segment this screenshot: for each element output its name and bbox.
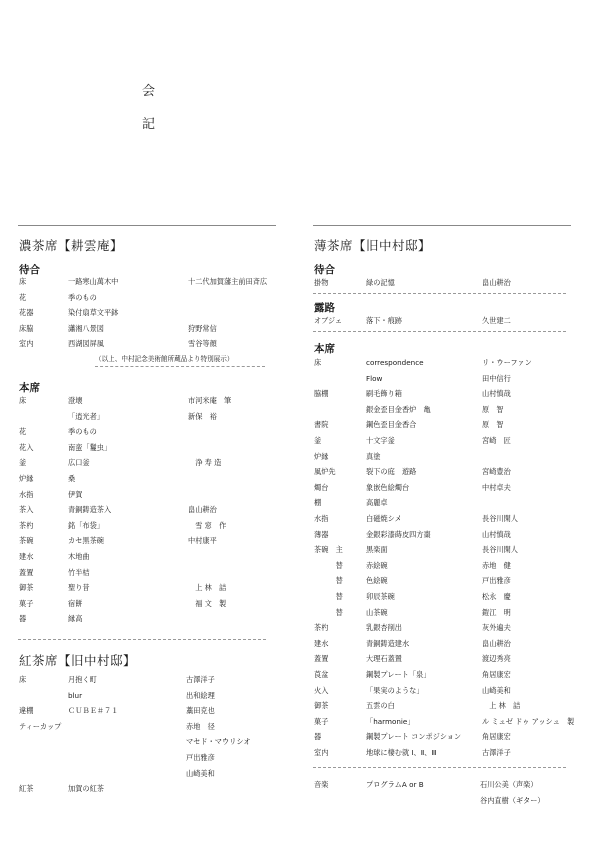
usucha-honseki-row-category: 菓子	[314, 716, 329, 726]
usucha-honseki-row-category: 蓋置	[314, 654, 329, 664]
usucha-honseki-row-maker: 渡辺秀亮	[482, 654, 511, 664]
usucha-honseki-row-category: 床	[314, 358, 322, 367]
usucha-honseki-row-maker: 長谷川閑人	[482, 514, 518, 523]
koicha-honseki-row-category: 茶入	[19, 505, 34, 515]
usucha-honseki-row-maker: リ・ウーファン	[482, 358, 532, 367]
usucha-honseki-row-maker: 古澤洋子	[482, 748, 511, 757]
right-top-rule	[313, 225, 571, 226]
usucha-honseki-row-maker: ル ミュゼ ドゥ アッシュ 製	[482, 716, 575, 726]
music-performer-vocal: 石川公美（声楽）	[480, 780, 538, 789]
usucha-honseki-row-maker: 上 林 詰	[482, 701, 521, 711]
koicha-machiai-row-maker: 十二代加賀藩主前田斉広	[188, 277, 268, 286]
koicha-machiai-row-item: 一路寒山萬木中	[68, 277, 119, 286]
koucha-list-row-category: ティーカップ	[19, 721, 62, 731]
usucha-honseki-row-item: 十文字釜	[366, 436, 395, 445]
koicha-honseki-row-category: 釜	[19, 458, 27, 468]
usucha-honseki-row-item: 赤絵碗	[366, 560, 388, 570]
usucha-honseki-row-maker: 角居康宏	[482, 670, 511, 679]
koicha-honseki-row-item: 伊賀	[68, 489, 83, 499]
usucha-honseki-row-maker: 山村慎哉	[482, 529, 511, 539]
usucha-honseki-row-item: 山茶碗	[366, 607, 388, 617]
usucha-machiai-row-item: 緑の記憶	[366, 278, 395, 287]
koicha-honseki-row-maker: 上 林 詰	[188, 583, 227, 593]
usucha-honseki-row-maker: 松永 慶	[482, 592, 511, 601]
usucha-machiai-divider	[313, 293, 566, 294]
usucha-honseki-row-item: 鋼製プレート コンポジション	[366, 732, 462, 742]
koicha-honseki-row-item: 季のもの	[68, 427, 97, 437]
usucha-honseki-row-category: 茶杓	[314, 623, 329, 633]
heading-char-kai: 会	[142, 84, 156, 99]
usucha-honseki-row-category: 替	[314, 560, 343, 570]
koicha-honseki-row-maker: 浄 寿 造	[188, 458, 222, 468]
koicha-honseki-row-maker: 福 文 製	[188, 598, 227, 608]
koicha-machiai-row-maker: 狩野常信	[188, 323, 217, 333]
koicha-honseki-row-maker: 畠山耕治	[188, 505, 217, 515]
usucha-honseki-row-item: 五雲の白	[366, 701, 395, 711]
usucha-honseki-row-maker: 宮崎豊治	[482, 467, 511, 477]
heading-char-ki: 記	[142, 117, 156, 132]
koicha-honseki-row-category: 水指	[19, 489, 34, 499]
usucha-honseki-row-category: 替	[314, 592, 343, 601]
usucha-honseki-row-category: 器	[314, 732, 322, 742]
usucha-honseki-row-item: 「果実のような」	[366, 685, 424, 695]
koucha-list-row-item: 加賀の紅茶	[68, 784, 104, 794]
usucha-honseki-row-maker: 赤地 健	[482, 560, 511, 570]
usucha-honseki-row-category: 燭台	[314, 482, 329, 492]
usucha-honseki-row-category: 室内	[314, 748, 329, 757]
usucha-honseki-row-item: 高麗卓	[366, 498, 388, 508]
usucha-honseki-row-category: 棚	[314, 498, 322, 508]
usucha-roji-divider	[313, 331, 566, 332]
usucha-machiai-row-maker: 畠山耕治	[482, 278, 511, 287]
koucha-list-row-maker: 古澤洋子	[186, 675, 215, 684]
usucha-roji-row-item: 落下・痕跡	[366, 316, 402, 325]
usucha-honseki-row-maker: 鎧江 明	[482, 607, 511, 617]
usucha-honseki-row-category: 替	[314, 576, 343, 586]
usucha-honseki-row-maker: 中村卓夫	[482, 482, 511, 492]
koicha-honseki-row-maker: 新保 裕	[188, 411, 217, 421]
koicha-machiai-row-category: 床脇	[19, 323, 34, 333]
koicha-honseki-row-item: 縁高	[68, 614, 83, 624]
koicha-honseki-row-item: 澄壊	[68, 396, 83, 405]
koicha-honseki-row-item: 銘「布袋」	[68, 520, 104, 530]
usucha-honseki-divider	[313, 767, 566, 768]
usucha-roji-label: 露路	[314, 302, 335, 314]
koicha-honseki-row-category: 建水	[19, 552, 34, 561]
koucha-list-row-item: blur	[68, 690, 83, 700]
koicha-honseki-row-category: 茶杓	[19, 520, 34, 530]
koicha-honseki-row-category: 床	[19, 396, 27, 405]
koicha-honseki-row-category: 器	[19, 614, 27, 624]
usucha-honseki-row-category: 風炉先	[314, 467, 336, 477]
usucha-honseki-row-item: 色絵碗	[366, 576, 388, 586]
koicha-machiai-row-item: 瀟湘八景図	[68, 323, 104, 333]
usucha-honseki-row-item: 金銀彩漆蒔皮四方棗	[366, 529, 431, 539]
usucha-honseki-row-category: 建水	[314, 638, 329, 648]
usucha-roji-row-category: オブジェ	[314, 316, 343, 325]
left-top-rule	[18, 225, 276, 226]
usucha-honseki-row-maker: 原 智	[482, 404, 504, 414]
koicha-machiai-note: （以上、中村記念美術館所蔵品より特別展示）	[95, 355, 234, 363]
usucha-honseki-row-maker: 畠山耕治	[482, 638, 511, 648]
usucha-honseki-row-maker: 原 智	[482, 420, 504, 430]
koucha-section-title: 紅茶席【旧中村邸】	[19, 653, 137, 668]
koucha-list-row-category: 違棚	[19, 706, 34, 716]
koicha-honseki-row-maker: 市河米庵 筆	[188, 396, 232, 405]
koucha-list-row-item: 月抱く町	[68, 675, 97, 684]
koicha-honseki-row-maker: 中村康平	[188, 536, 217, 546]
usucha-honseki-row-item: 白磁焼シメ	[366, 514, 402, 523]
koicha-honseki-label: 本席	[19, 382, 40, 394]
usucha-honseki-row-item: 真塗	[366, 451, 381, 461]
koicha-honseki-row-category: 茶碗	[19, 536, 34, 546]
koicha-honseki-row-item: 竹半桔	[68, 567, 90, 577]
koicha-honseki-row-item: 桑	[68, 474, 76, 483]
koicha-honseki-row-maker: 雪 窓 作	[188, 520, 227, 530]
usucha-honseki-row-item: 黒楽面	[366, 545, 388, 555]
usucha-honseki-row-item: 裂下の庭 遊路	[366, 467, 417, 477]
usucha-honseki-row-maker: 山崎美和	[482, 685, 511, 695]
koucha-list-row-maker: 山崎美和	[186, 768, 215, 778]
usucha-honseki-row-maker: 山村慎哉	[482, 389, 511, 399]
music-category: 音楽	[314, 780, 329, 789]
usucha-honseki-row-item: correspondence	[366, 358, 424, 367]
koicha-honseki-row-category: 炉縁	[19, 474, 34, 483]
koicha-honseki-row-item: 木地曲	[68, 552, 90, 561]
koicha-machiai-row-item: 季のもの	[68, 292, 97, 302]
usucha-honseki-row-category: 莨盆	[314, 670, 329, 679]
koucha-list-row-maker: 戸出雅彦	[186, 753, 215, 762]
usucha-honseki-row-item: 地球に棲む就 Ⅰ、Ⅱ、Ⅲ	[366, 748, 437, 757]
koucha-list-row-item: ＣＵＢＥ＃７１	[68, 706, 119, 716]
koicha-machiai-divider	[95, 366, 265, 367]
usucha-honseki-row-category: 御茶	[314, 701, 329, 711]
koicha-machiai-row-item: 染付扇草文平鉢	[68, 308, 119, 318]
koucha-list-row-maker: 赤地 径	[186, 721, 215, 731]
koicha-honseki-row-item: カセ黒茶碗	[68, 536, 104, 546]
koucha-list-row-category: 床	[19, 675, 27, 684]
koicha-machiai-row-item: 西湖図屏風	[68, 339, 104, 349]
koicha-honseki-row-item: 聖り昔	[68, 583, 90, 593]
music-program: プログラムA or B	[366, 780, 424, 789]
usucha-honseki-row-category: 薄器	[314, 529, 329, 539]
usucha-section-title: 薄茶席【旧中村邸】	[314, 238, 432, 253]
koicha-honseki-row-item: 南蛮「鬘虫」	[68, 442, 112, 452]
koicha-honseki-row-category: 花入	[19, 442, 34, 452]
usucha-honseki-row-maker: 戸出雅彦	[482, 576, 511, 586]
usucha-honseki-label: 本席	[314, 343, 335, 355]
koicha-honseki-row-category: 花	[19, 427, 27, 437]
music-performer-guitar: 谷内直樹（ギター）	[480, 796, 545, 805]
usucha-honseki-row-maker: 長谷川閑人	[482, 545, 518, 555]
usucha-honseki-row-category: 釜	[314, 436, 322, 445]
usucha-honseki-row-category: 水指	[314, 514, 329, 523]
usucha-honseki-row-category: 火入	[314, 685, 329, 695]
usucha-honseki-row-category: 炉縁	[314, 451, 329, 461]
koicha-machiai-row-category: 花	[19, 292, 27, 302]
usucha-honseki-row-category: 茶碗 主	[314, 545, 343, 555]
koicha-honseki-row-item: 青銅鋳造茶入	[68, 505, 112, 515]
usucha-honseki-row-maker: 灰外遍夫	[482, 623, 511, 633]
usucha-machiai-row-category: 掛物	[314, 278, 329, 287]
usucha-machiai-label: 待合	[314, 264, 335, 276]
usucha-honseki-row-item: 青銅鋳造建水	[366, 638, 410, 648]
koucha-list-row-category: 紅茶	[19, 784, 34, 794]
koicha-machiai-row-category: 花器	[19, 308, 34, 318]
koicha-section-title: 濃茶席【耕雲庵】	[19, 238, 124, 253]
usucha-honseki-row-category: 替	[314, 607, 343, 617]
usucha-honseki-row-item: Flow	[366, 373, 383, 383]
usucha-honseki-row-item: 鋼色歪目金香合	[366, 420, 417, 430]
usucha-honseki-row-item: 鋼製プレート「泉」	[366, 670, 431, 679]
usucha-honseki-row-item: 刷毛飾り箱	[366, 389, 402, 399]
koicha-machiai-label: 待合	[19, 264, 40, 276]
usucha-honseki-row-item: 卯辰茶碗	[366, 592, 395, 601]
usucha-roji-row-maker: 久世建二	[482, 316, 511, 325]
koicha-honseki-row-category: 蓋置	[19, 567, 34, 577]
koucha-list-row-maker: 出和絵理	[186, 690, 215, 700]
koicha-machiai-row-category: 室内	[19, 339, 34, 349]
koucha-list-row-maker: マセド・マウリシオ	[186, 737, 251, 747]
usucha-honseki-row-category: 書院	[314, 420, 329, 430]
koicha-honseki-row-item: 宿餅	[68, 598, 83, 608]
usucha-honseki-row-maker: 宮崎 匠	[482, 436, 511, 445]
usucha-honseki-row-category: 脇棚	[314, 389, 329, 399]
usucha-honseki-row-maker: 田中信行	[482, 373, 511, 383]
koicha-machiai-row-category: 床	[19, 277, 27, 286]
koucha-list-row-maker: 藁田克也	[186, 706, 215, 716]
koicha-honseki-row-category: 菓子	[19, 598, 34, 608]
usucha-honseki-row-item: 象嵌色絵燭台	[366, 482, 410, 492]
usucha-honseki-row-item: 大理石蓋置	[366, 654, 402, 664]
usucha-honseki-row-item: 「harmonie」	[366, 716, 415, 726]
koicha-end-divider	[18, 639, 266, 640]
usucha-honseki-row-maker: 角居康宏	[482, 732, 511, 742]
koicha-honseki-row-item: 「逍光者」	[68, 411, 104, 421]
koicha-honseki-row-item: 広口釜	[68, 458, 90, 468]
usucha-honseki-row-item: 銀金歪目金香炉 亀	[366, 404, 431, 414]
usucha-honseki-row-item: 乳銀杏削出	[366, 623, 402, 633]
koicha-machiai-row-maker: 雪谷等顔	[188, 339, 217, 349]
koicha-honseki-row-category: 御茶	[19, 583, 34, 593]
